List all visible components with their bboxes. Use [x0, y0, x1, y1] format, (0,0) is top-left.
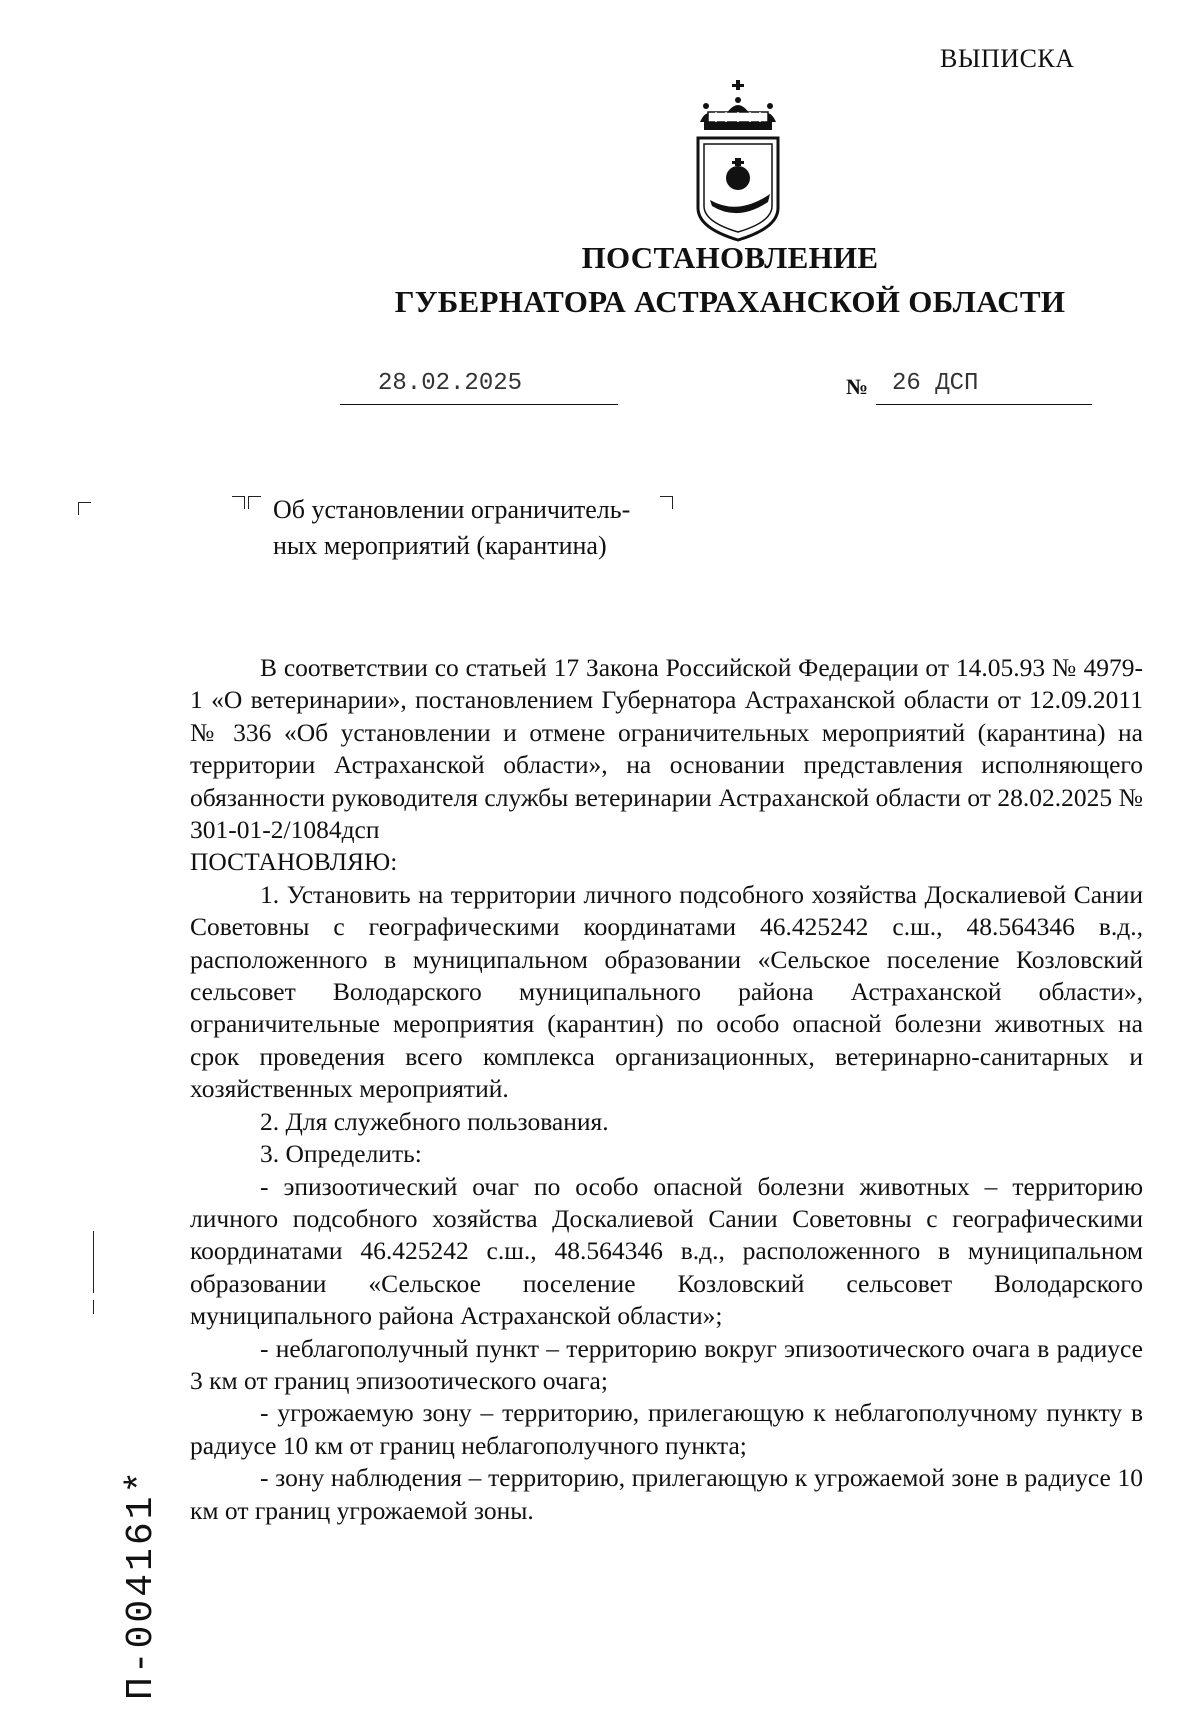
item-3-observation-zone-paragraph: - зону наблюдения – территорию, прилегающую к угрожаемой зоне в радиусе 10 км от границ угрожаемой зоны. — [190, 1463, 1143, 1525]
margin-bar — [93, 1300, 94, 1314]
subject-line2: ных мероприятий (карантина) — [273, 531, 607, 560]
subject-line1: Об установлении ограничитель- — [273, 495, 631, 524]
document-body — [190, 652, 1143, 1527]
item-3-threatened-zone-paragraph: - угрожаемую зону – территорию, прилегающую к неблагополучному пункту в радиусе 10 км от границ неблагополучного пункта; — [190, 1398, 1143, 1460]
margin-corner-mark — [78, 502, 91, 515]
item-3-paragraph: 3. Определить: — [260, 1139, 422, 1169]
document-title-line2: ГУБЕРНАТОРА АСТРАХАНСКОЙ ОБЛАСТИ — [394, 284, 1066, 319]
subject-corner-mark — [232, 496, 245, 509]
item-3-unfavorable-point-paragraph: - неблагополучный пункт – территорию вокруг эпизоотического очага в радиусе 3 км от границ эпизоотического очага; — [190, 1333, 1143, 1395]
number-sign: № — [846, 374, 869, 399]
preamble-paragraph: В соответствии со статьей 17 Закона Российской Федерации от 14.05.93 № 4979-1 «О ветеринарии», постановлением Губернатора Астраханской области от 12.09.2011 № 336 «Об установлении и отмене ограничительных мероприятий (карантина) на территории Астраханской области», на основании представления исполняющего обязанности руководителя службы ветеринарии Астраханской области от 28.02.2025 № 301-01-2/1084дсп — [190, 653, 1143, 845]
decree-word: ПОСТАНОВЛЯЮ: — [190, 847, 398, 877]
coat-of-arms-icon — [690, 78, 786, 244]
subject-corner-mark — [248, 496, 261, 509]
document-title-line1: ПОСТАНОВЛЕНИЕ — [581, 240, 879, 275]
document-title — [300, 236, 1160, 324]
margin-bar — [93, 1231, 94, 1293]
document-date: 28.02.2025 — [378, 370, 523, 397]
item-2-paragraph: 2. Для служебного пользования. — [260, 1106, 609, 1136]
item-3-focus-paragraph: - эпизоотический очаг по особо опасной болезни животных – территорию личного подсобного хозяйства Доскалиевой Сании Советовны с географическими координатами 46.425242 с.ш., 48.564346 в.д., расположенного в муниципальном образовании «Сельское поселение Козловский сельсовет Володарского муниципального района Астраханской области»; — [190, 1171, 1143, 1331]
item-1-paragraph: 1. Установить на территории личного подсобного хозяйства Доскалиевой Сании Советовны с географическими координатами 46.425242 с.ш., 48.564346 в.д., расположенного в муниципальном образовании «Сельское поселение Козловский сельсовет Володарского муниципального района Астраханской области», ограничительные мероприятия (карантин) по особо опасной болезни животных на срок проведения всего комплекса организационных, ветеринарно-санитарных и хозяйственных мероприятий. — [190, 879, 1143, 1104]
document-subject — [273, 492, 673, 564]
extract-label: ВЫПИСКА — [940, 44, 1075, 73]
side-registration-code: П-004161* — [120, 1467, 163, 1700]
document-number: 26 ДСП — [892, 370, 979, 397]
